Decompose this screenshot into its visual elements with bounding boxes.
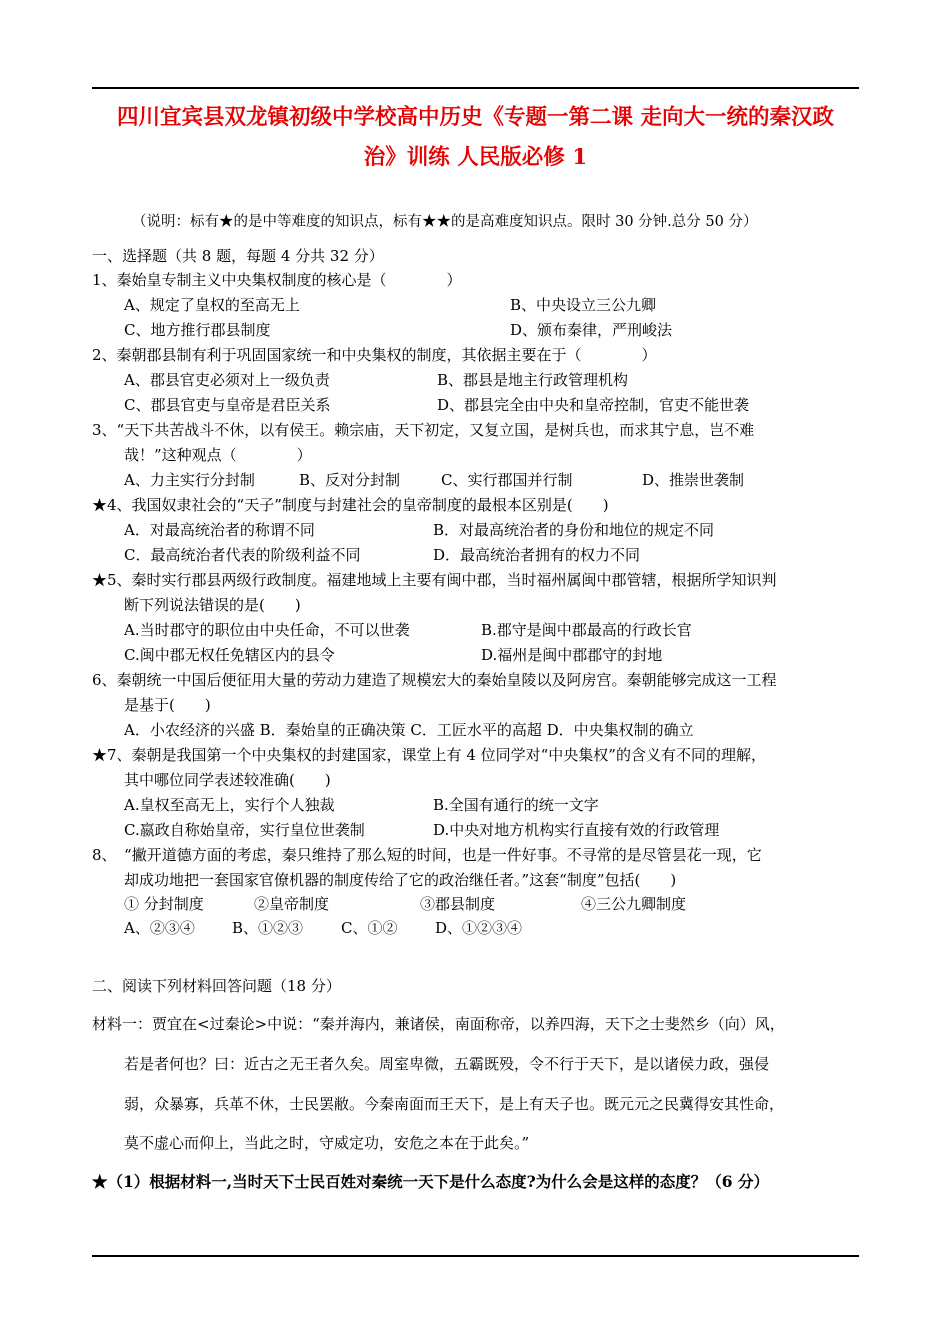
material1-line-2: 若是者何也？曰：近古之无王者久矣。周室卑微，五霸既殁，令不行于天下，是以诸侯力政，强侵 <box>124 1055 770 1073</box>
section1-heading: 一、选择题（共 8 题，每题 4 分共 32 分） <box>92 247 384 265</box>
q2-option-d: D、郡县完全由中央和皇帝控制，官吏不能世袭 <box>437 396 750 414</box>
document-title <box>92 98 859 178</box>
q8-item-1: ① 分封制度 <box>124 895 204 913</box>
q8-option-d: D、①②③④ <box>435 919 523 937</box>
q8-item-4: ④三公九卿制度 <box>581 895 687 913</box>
q7-option-d: D.中央对地方机构实行直接有效的行政管理 <box>433 821 720 839</box>
q8-option-c: C、①② <box>341 919 398 937</box>
q2-option-b: B、郡县是地主行政管理机构 <box>437 371 629 389</box>
material1-line-1: 材料一：贾宜在<过秦论>中说：“秦并海内，兼诸侯，南面称帝，以养四海，天下之士斐然乡（向）风， <box>92 1015 785 1033</box>
q8-option-b: B、①②③ <box>232 919 304 937</box>
q1-stem: 1、秦始皇专制主义中央集权制度的核心是（ ） <box>92 271 462 289</box>
q7-stem-line-2: 其中哪位同学表述较准确( ) <box>124 771 331 789</box>
q1-option-a: A、规定了皇权的至高无上 <box>124 296 300 314</box>
q6-options: A．小农经济的兴盛 B．秦始皇的正确决策 C．工匠水平的高超 D．中央集权制的确立 <box>124 721 694 739</box>
q4-option-d: D．最高统治者拥有的权力不同 <box>433 546 641 564</box>
q8-stem-line-1: 8、 “撇开道德方面的考虑，秦只维持了那么短的时间，也是一件好事。不寻常的是尽管昙花一现，它 <box>92 846 762 864</box>
q2-option-a: A、郡县官吏必须对上一级负责 <box>124 371 330 389</box>
q5-option-c: C.闽中郡无权任免辖区内的县令 <box>124 646 335 664</box>
q7-option-a: A.皇权至高无上，实行个人独裁 <box>124 796 335 814</box>
q3-option-d: D、推崇世袭制 <box>642 471 745 489</box>
q5-option-b: B.郡守是闽中郡最高的行政长官 <box>481 621 692 639</box>
q7-option-b: B.全国有通行的统一文字 <box>433 796 599 814</box>
q6-stem-line-1: 6、秦朝统一中国后便征用大量的劳动力建造了规模宏大的秦始皇陵以及阿房宫。秦朝能够完成这一工程 <box>92 671 777 689</box>
q8-option-a: A、②③④ <box>124 919 195 937</box>
q8-stem-line-2: 却成功地把一套国家官僚机器的制度传给了它的政治继任者。”这套“制度”包括( ) <box>124 871 677 889</box>
q4-option-a: A．对最高统治者的称谓不同 <box>124 521 315 539</box>
q3-stem-line-1: 3、“天下共苦战斗不休，以有侯王。赖宗庙，天下初定，又复立国，是树兵也，而求其宁息，岂不难 <box>92 421 755 439</box>
section2-question-1: ★（1）根据材料一,当时天下士民百姓对秦统一天下是什么态度?为什么会是这样的态度？（6 分） <box>92 1172 769 1191</box>
q2-stem: 2、秦朝郡县制有利于巩固国家统一和中央集权的制度，其依据主要在于（ ） <box>92 346 657 364</box>
q3-option-a: A、力主实行分封制 <box>124 471 255 489</box>
q3-option-b: B、反对分封制 <box>299 471 401 489</box>
bottom-rule <box>92 1255 859 1257</box>
top-rule <box>92 87 859 89</box>
material1-line-3: 弱，众暴寡，兵革不休，士民罢敝。今秦南面而王天下，是上有天子也。既元元之民冀得安其性命， <box>124 1095 785 1113</box>
q6-stem-line-2: 是基于( ) <box>124 696 211 714</box>
q1-option-d: D、颁布秦律，严刑峻法 <box>510 321 673 339</box>
q3-stem-line-2: 哉！”这种观点（ ） <box>124 446 312 464</box>
q4-option-c: C．最高统治者代表的阶级利益不同 <box>124 546 361 564</box>
q7-option-c: C.嬴政自称始皇帝，实行皇位世袭制 <box>124 821 365 839</box>
q5-stem-line-2: 断下列说法错误的是( ) <box>124 596 301 614</box>
section2-heading: 二、阅读下列材料回答问题（18 分） <box>92 977 341 995</box>
q4-option-b: B．对最高统治者的身份和地位的规定不同 <box>433 521 715 539</box>
q1-option-c: C、地方推行郡县制度 <box>124 321 271 339</box>
q4-stem: ★4、我国奴隶社会的“天子”制度与封建社会的皇帝制度的最根本区别是( ) <box>92 496 609 514</box>
title-line-2: 治》训练 人民版必修 1 <box>363 145 588 170</box>
q1-option-b: B、中央设立三公九卿 <box>510 296 657 314</box>
title-line-1: 四川宜宾县双龙镇初级中学校高中历史《专题一第二课 走向大一统的秦汉政 <box>117 105 834 130</box>
q8-item-3: ③郡县制度 <box>420 895 496 913</box>
q3-option-c: C、实行郡国并行制 <box>441 471 573 489</box>
q5-stem-line-1: ★5、秦时实行郡县两级行政制度。福建地域上主要有闽中郡，当时福州属闽中郡管辖，根据所学知识判 <box>92 571 777 589</box>
q5-option-a: A.当时郡守的职位由中央任命，不可以世袭 <box>124 621 410 639</box>
instruction-note: （说明：标有★的是中等难度的知识点，标有★★的是高难度知识点。限时 30 分钟.总分 50 分） <box>132 214 758 230</box>
material1-line-4: 莫不虚心而仰上，当此之时，守威定功，安危之本在于此矣。” <box>124 1134 530 1152</box>
q2-option-c: C、郡县官吏与皇帝是君臣关系 <box>124 396 331 414</box>
q8-item-2: ②皇帝制度 <box>254 895 330 913</box>
q5-option-d: D.福州是闽中郡郡守的封地 <box>481 646 663 664</box>
q7-stem-line-1: ★7、秦朝是我国第一个中央集权的封建国家，课堂上有 4 位同学对“中央集权”的含义有不同的理解， <box>92 746 766 764</box>
